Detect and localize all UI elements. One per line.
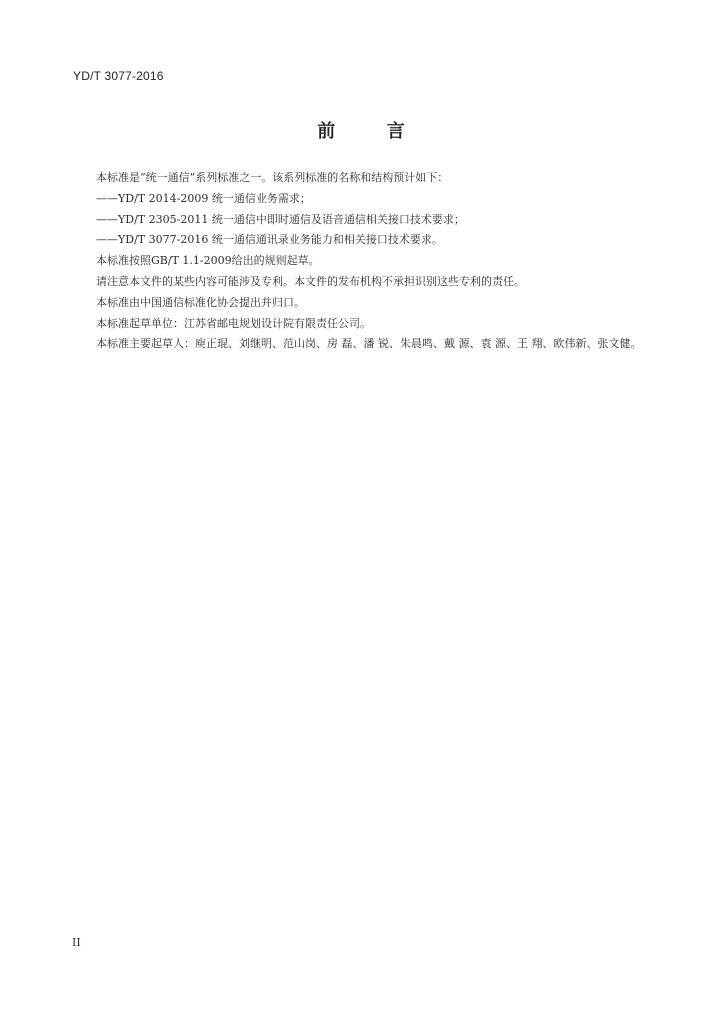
page-number: II xyxy=(72,936,81,949)
paragraph-drafters: 本标准主要起草人：庾正琨、刘继明、范山岗、房 磊、潘 锐、朱晨鸣、戴 源、袁 源、王 翔、欧伟新、张文健。 xyxy=(96,337,642,351)
paragraph-patent-notice: 请注意本文件的某些内容可能涉及专利。本文件的发布机构不承担识别这些专利的责任。 xyxy=(96,274,525,288)
paragraph-series-intro: 本标准是“统一通信”系列标准之一。该系列标准的名称和结构预计如下： xyxy=(96,171,449,184)
paragraph-proposer: 本标准由中国通信标准化协会提出并归口。 xyxy=(96,295,305,309)
paragraph-series-item-1: ——YD/T 2014-2009 统一通信业务需求； xyxy=(96,191,311,205)
page-title: 前 言 xyxy=(317,121,407,142)
paragraph-drafting-rules: 本标准按照GB/T 1.1-2009给出的规则起草。 xyxy=(96,254,320,268)
body-text xyxy=(73,168,658,355)
paragraph-series-item-3: ——YD/T 3077-2016 统一通信通讯录业务能力和相关接口技术要求。 xyxy=(96,233,443,247)
paragraph-drafting-unit: 本标准起草单位：江苏省邮电规划设计院有限责任公司。 xyxy=(96,316,371,330)
paragraph-series-item-2: ——YD/T 2305-2011 统一通信中即时通信及语音通信相关接口技术要求； xyxy=(96,212,465,226)
document-code: YD/T 3077-2016 xyxy=(73,69,164,83)
